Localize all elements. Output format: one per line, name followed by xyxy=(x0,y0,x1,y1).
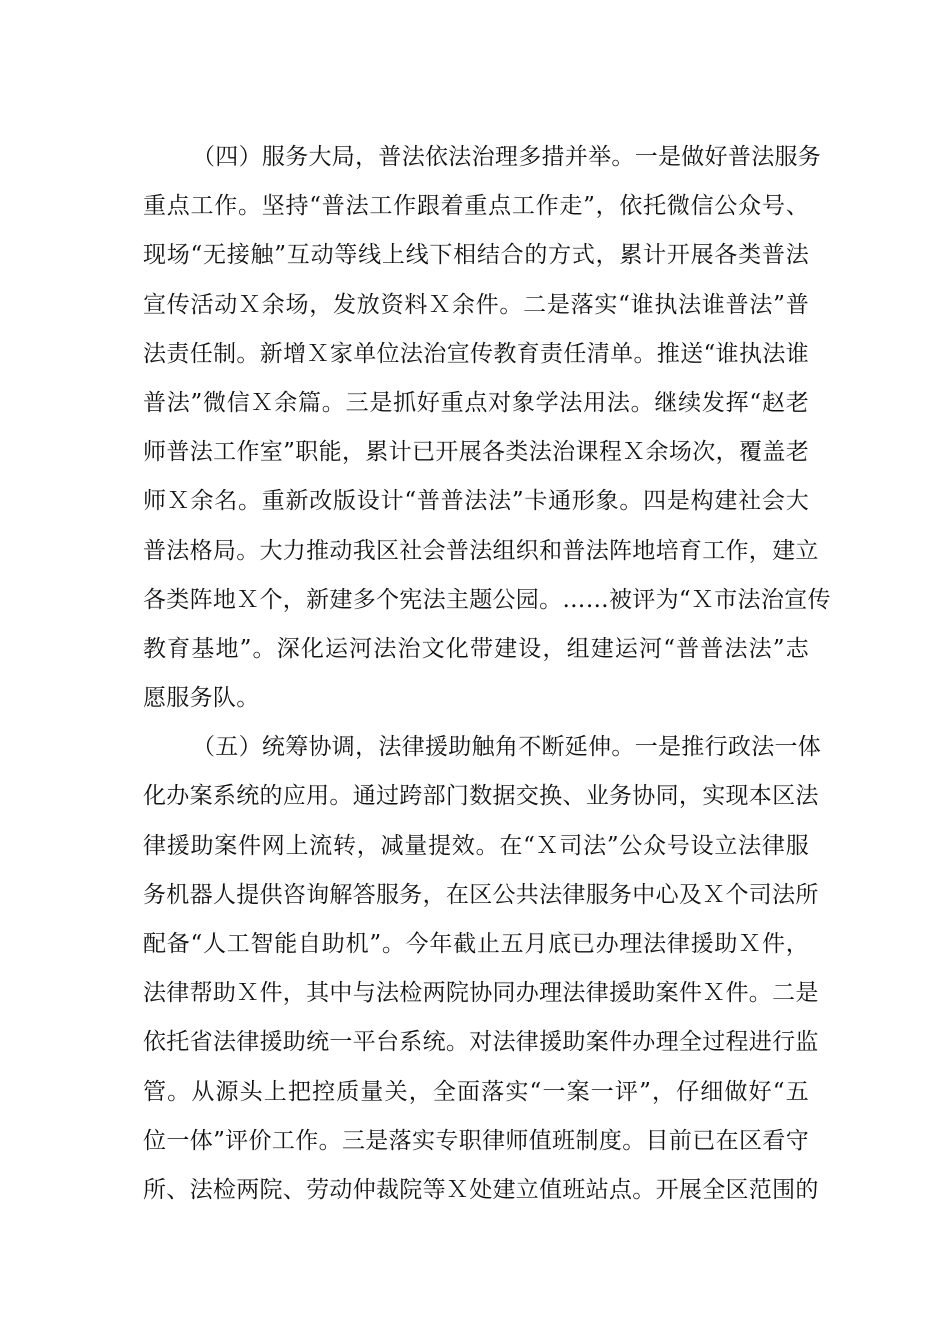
text-line: 配备“人工智能自助机”。今年截止五月底已办理法律援助Ｘ件， xyxy=(143,931,809,957)
text-line: 普法”微信Ｘ余篇。三是抓好重点对象学法用法。继续发挥“赵老 xyxy=(143,389,809,416)
text-line: 位一体”评价工作。三是落实专职律师值班制度。目前已在区看守 xyxy=(143,1127,809,1154)
text-line: 普法格局。大力推动我区社会普法组织和普法阵地培育工作，建立 xyxy=(143,537,819,564)
text-line: （五）统筹协调，法律援助触角不断延伸。一是推行政法一体 xyxy=(192,734,822,761)
paragraph-5 xyxy=(143,723,822,1215)
text-line: 法责任制。新增Ｘ家单位法治宣传教育责任清单。推送“谁执法谁 xyxy=(143,340,809,367)
text-line: 重点工作。坚持“普法工作跟着重点工作走”，依托微信公众号、 xyxy=(143,193,809,220)
text-line: 师普法工作室”职能，累计已开展各类法治课程Ｘ余场次，覆盖老 xyxy=(143,439,809,466)
text-line: 现场“无接触”互动等线上线下相结合的方式，累计开展各类普法 xyxy=(143,242,809,269)
text-line: 愿服务队。 xyxy=(143,685,260,712)
text-line: 律援助案件网上流转，减量提效。在“Ｘ司法”公众号设立法律服 xyxy=(143,832,809,859)
text-line: 化办案系统的应用。通过跨部门数据交换、业务协同，实现本区法 xyxy=(143,783,819,810)
text-line: （四）服务大局，普法依法治理多措并举。一是做好普法服务 xyxy=(192,144,822,170)
paragraph-4 xyxy=(143,133,831,723)
text-line: 法律帮助Ｘ件，其中与法检两院协同办理法律援助案件Ｘ件。二是 xyxy=(143,980,819,1007)
text-line: 各类阵地Ｘ个，新建多个宪法主题公园。……被评为“Ｘ市法治宣传 xyxy=(143,586,831,613)
text-line: 依托省法律援助统一平台系统。对法律援助案件办理全过程进行监 xyxy=(143,1029,819,1056)
text-line: 宣传活动Ｘ余场，发放资料Ｘ余件。二是落实“谁执法谁普法”普 xyxy=(143,291,809,318)
document-body xyxy=(143,133,831,1215)
text-line: 务机器人提供咨询解答服务，在区公共法律服务中心及Ｘ个司法所 xyxy=(143,881,819,908)
text-line: 管。从源头上把控质量关，全面落实“一案一评”，仔细做好“五 xyxy=(143,1078,809,1105)
text-line: 教育基地”。深化运河法治文化带建设，组建运河“普普法法”志 xyxy=(143,635,809,662)
text-line: 师Ｘ余名。重新改版设计“普普法法”卡通形象。四是构建社会大 xyxy=(143,488,809,515)
text-line: 所、法检两院、劳动仲裁院等Ｘ处建立值班站点。开展全区范围的 xyxy=(143,1176,819,1203)
